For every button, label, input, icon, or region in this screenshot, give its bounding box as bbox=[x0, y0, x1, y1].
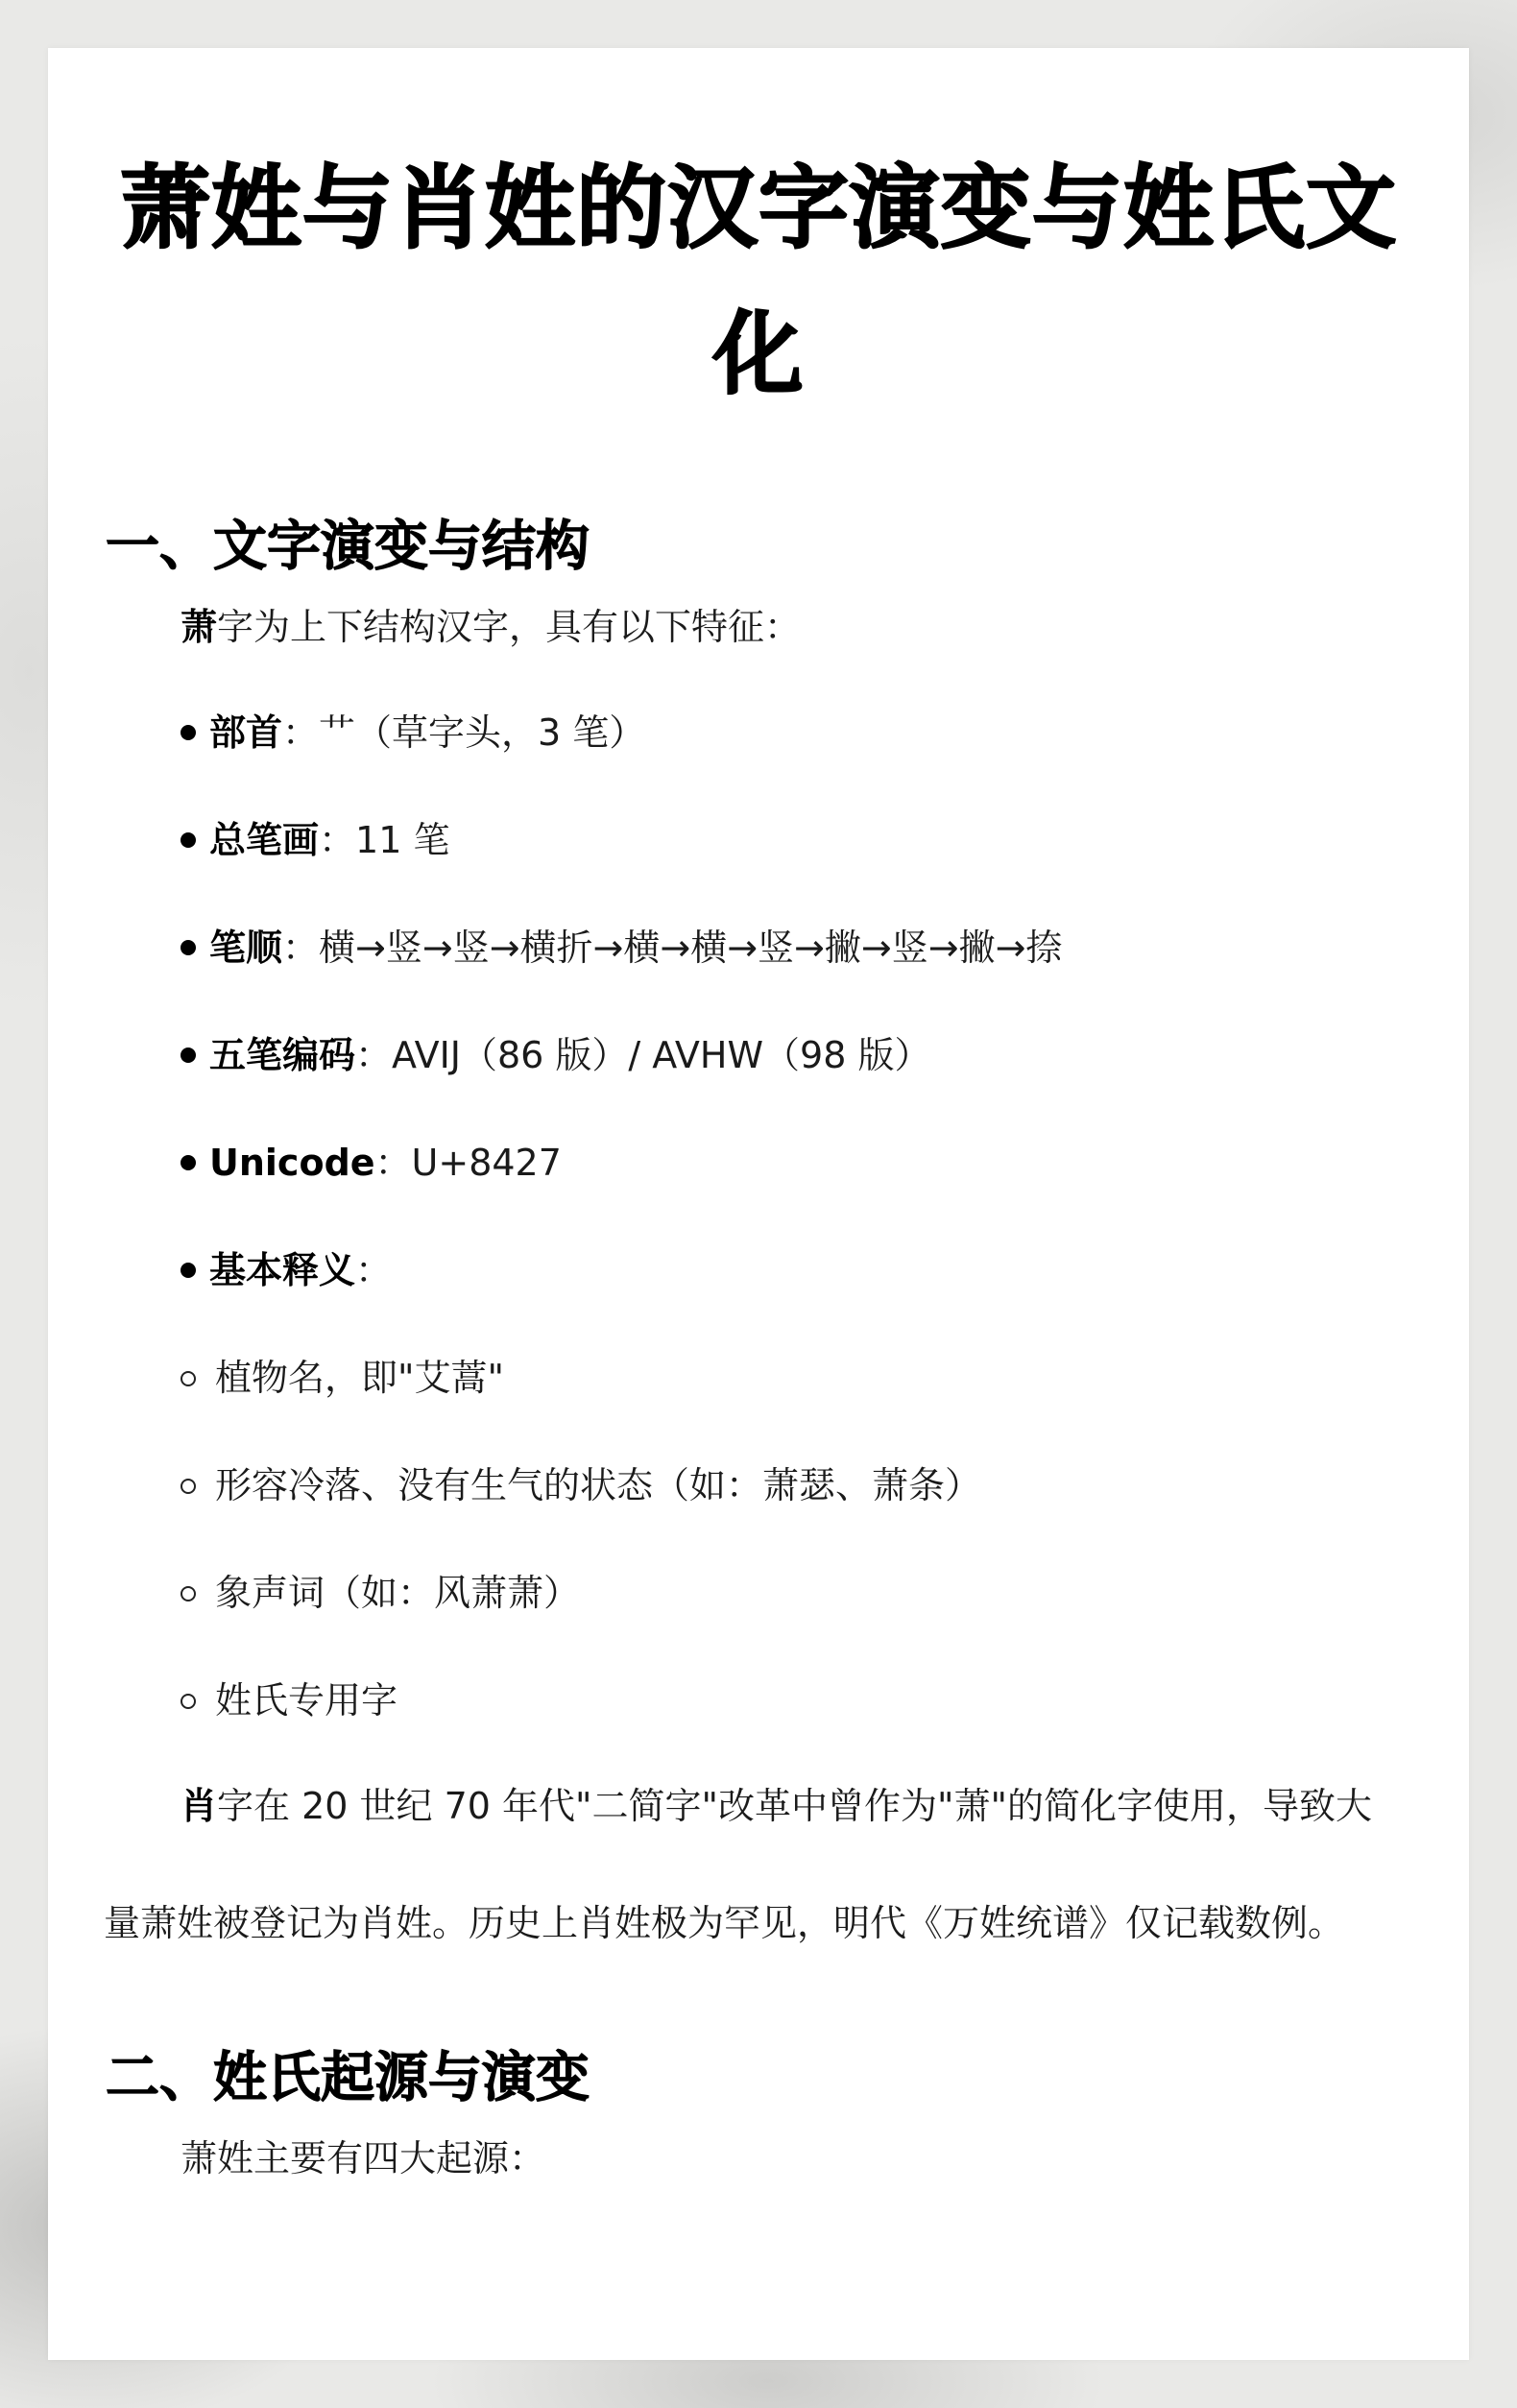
bullet-value: ：艹（草字头，3 笔） bbox=[282, 711, 646, 754]
bullet-item-strokes bbox=[181, 816, 449, 864]
paragraph-bold-char: 肖 bbox=[181, 1785, 218, 1827]
bullet-dot-icon bbox=[181, 1263, 196, 1278]
bullet-dot-icon bbox=[181, 1047, 196, 1063]
meaning-item bbox=[181, 1461, 981, 1509]
bullet-item-unicode bbox=[181, 1139, 562, 1187]
bullet-label: Unicode bbox=[209, 1142, 375, 1184]
hollow-bullet-icon bbox=[181, 1694, 196, 1709]
meaning-item bbox=[181, 1569, 580, 1617]
bullet-label: 笔顺 bbox=[209, 927, 283, 969]
paragraph-line-1 bbox=[181, 1782, 1372, 1830]
hollow-bullet-icon bbox=[181, 1586, 196, 1601]
intro-rest: 字为上下结构汉字，具有以下特征： bbox=[217, 606, 802, 648]
bullet-value: ：AVIJ（86 版）/ AVHW（98 版） bbox=[355, 1034, 931, 1076]
hollow-bullet-icon bbox=[181, 1479, 196, 1494]
bullet-item-radical bbox=[181, 709, 645, 757]
paragraph-text: 字在 20 世纪 70 年代"二简字"改革中曾作为"萧"的简化字使用，导致大 bbox=[217, 1785, 1372, 1827]
bullet-item-wubi bbox=[181, 1031, 930, 1079]
meaning-text: 形容冷落、没有生气的状态（如：萧瑟、萧条） bbox=[215, 1464, 982, 1506]
hollow-bullet-icon bbox=[181, 1371, 196, 1386]
bullet-dot-icon bbox=[181, 832, 196, 848]
paragraph-line-2: 量萧姓被登记为肖姓。历史上肖姓极为罕见，明代《万姓统谱》仅记载数例。 bbox=[104, 1902, 1345, 1944]
section-heading-2: 二、姓氏起源与演变 bbox=[106, 2047, 590, 2109]
meaning-item bbox=[181, 1354, 504, 1402]
bullet-item-meaning bbox=[181, 1246, 392, 1294]
intro-bold-char: 萧 bbox=[181, 606, 218, 648]
section2-intro: 萧姓主要有四大起源： bbox=[181, 2137, 546, 2179]
bullet-value: ： bbox=[355, 1249, 393, 1291]
bullet-dot-icon bbox=[181, 940, 196, 955]
section-heading-1: 一、文字演变与结构 bbox=[106, 516, 590, 578]
bullet-label: 总笔画 bbox=[209, 819, 320, 861]
bullet-label: 基本释义 bbox=[209, 1249, 356, 1291]
meaning-text: 姓氏专用字 bbox=[215, 1679, 398, 1722]
meaning-item bbox=[181, 1676, 397, 1724]
bullet-value: ：横→竖→竖→横折→横→横→竖→撇→竖→撇→捺 bbox=[282, 927, 1063, 969]
meaning-text: 植物名，即"艾蒿" bbox=[215, 1357, 504, 1399]
bullet-value: ：U+8427 bbox=[374, 1142, 562, 1184]
bullet-item-stroke-order bbox=[181, 924, 1062, 972]
meaning-text: 象声词（如：风萧萧） bbox=[215, 1572, 581, 1614]
bullet-label: 五笔编码 bbox=[209, 1034, 356, 1076]
page-title: 萧姓与肖姓的汉字演变与姓氏文化 bbox=[119, 157, 1397, 407]
bullet-label: 部首 bbox=[209, 711, 283, 754]
bullet-dot-icon bbox=[181, 725, 196, 740]
bullet-value: ：11 笔 bbox=[319, 819, 450, 861]
document-page bbox=[48, 48, 1469, 2360]
bullet-dot-icon bbox=[181, 1155, 196, 1170]
intro-text bbox=[181, 603, 801, 651]
